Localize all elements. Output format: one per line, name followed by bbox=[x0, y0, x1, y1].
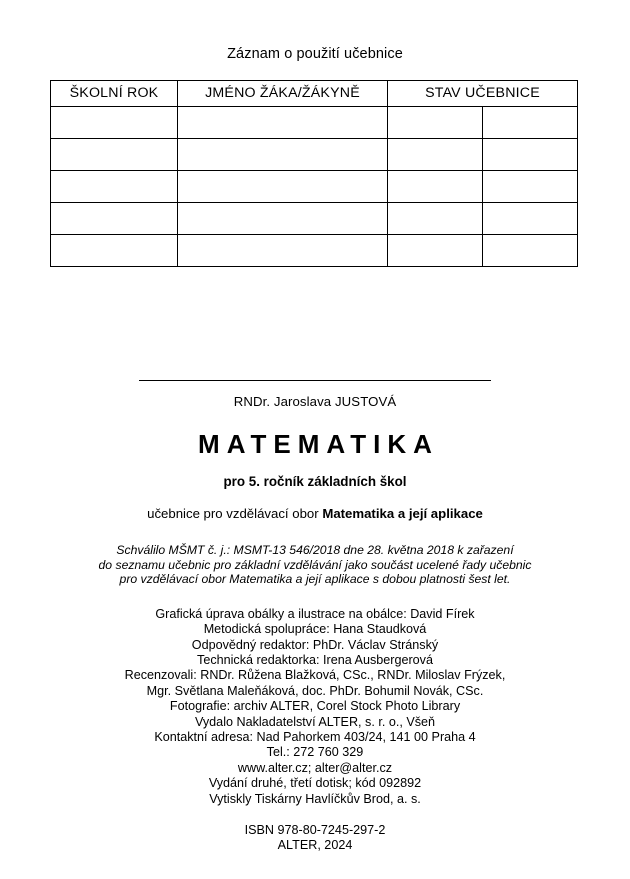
cell-school-year[interactable] bbox=[51, 138, 178, 170]
usage-record-table-body bbox=[51, 106, 578, 266]
usage-record-title: Záznam o použití učebnice bbox=[227, 46, 403, 62]
subject-line-emphasis: Matematika a její aplikace bbox=[322, 506, 483, 521]
grade-subtitle: pro 5. ročník základních škol bbox=[223, 474, 407, 489]
column-header-school-year: ŠKOLNÍ ROK bbox=[51, 80, 178, 106]
cell-book-state-end[interactable] bbox=[483, 106, 578, 138]
cell-school-year[interactable] bbox=[51, 234, 178, 266]
publisher-year: ALTER, 2024 bbox=[277, 838, 353, 853]
cell-book-state-start[interactable] bbox=[388, 202, 483, 234]
cell-pupil-name[interactable] bbox=[178, 170, 388, 202]
isbn-number: ISBN 978-80-7245-297-2 bbox=[244, 823, 386, 838]
credit-address: Kontaktní adresa: Nad Pahorkem 403/24, 141 00 Praha 4 bbox=[154, 730, 476, 745]
cell-pupil-name[interactable] bbox=[178, 138, 388, 170]
credit-reviewers-line-2: Mgr. Světlana Maleňáková, doc. PhDr. Bohumil Novák, CSc. bbox=[146, 683, 484, 698]
credits-block bbox=[0, 607, 630, 807]
subject-line bbox=[0, 506, 630, 521]
cell-school-year[interactable] bbox=[51, 170, 178, 202]
column-header-book-state: STAV UČEBNICE bbox=[388, 80, 578, 106]
imprint-section bbox=[0, 380, 630, 854]
table-row bbox=[51, 170, 578, 202]
cell-school-year[interactable] bbox=[51, 106, 178, 138]
horizontal-rule bbox=[139, 380, 491, 381]
credit-publisher: Vydalo Nakladatelství ALTER, s. r. o., Všeň bbox=[194, 714, 436, 729]
cell-book-state-end[interactable] bbox=[483, 138, 578, 170]
isbn-block bbox=[0, 823, 630, 854]
credit-methodical: Metodická spolupráce: Hana Staudková bbox=[203, 622, 427, 637]
approval-line-2: do seznamu učebnic pro základní vzdělávání jako součást ucelené řady učebnic bbox=[98, 557, 532, 572]
table-row bbox=[51, 106, 578, 138]
cell-book-state-start[interactable] bbox=[388, 106, 483, 138]
cell-pupil-name[interactable] bbox=[178, 106, 388, 138]
subject-line-prefix: učebnice pro vzdělávací obor bbox=[147, 506, 323, 521]
credit-technical-editor: Technická redaktorka: Irena Ausbergerová bbox=[197, 653, 433, 667]
usage-record-table-head bbox=[51, 80, 578, 106]
cell-book-state-end[interactable] bbox=[483, 170, 578, 202]
cell-book-state-end[interactable] bbox=[483, 202, 578, 234]
cell-book-state-start[interactable] bbox=[388, 170, 483, 202]
cell-school-year[interactable] bbox=[51, 202, 178, 234]
column-header-pupil-name: JMÉNO ŽÁKA/ŽÁKYNĚ bbox=[178, 80, 388, 106]
table-row bbox=[51, 138, 578, 170]
cell-pupil-name[interactable] bbox=[178, 234, 388, 266]
book-title: MATEMATIKA bbox=[198, 429, 439, 459]
cell-book-state-start[interactable] bbox=[388, 234, 483, 266]
approval-line-1: Schválilo MŠMT č. j.: MSMT-13 546/2018 dne 28. května 2018 k zařazení bbox=[116, 543, 514, 557]
approval-line-3: pro vzdělávací obor Matematika a její aplikace s dobou platnosti šest let. bbox=[119, 572, 511, 587]
cell-book-state-start[interactable] bbox=[388, 138, 483, 170]
author-name: RNDr. Jaroslava JUSTOVÁ bbox=[233, 394, 397, 409]
cell-pupil-name[interactable] bbox=[178, 202, 388, 234]
credit-editor: Odpovědný redaktor: PhDr. Václav Stránský bbox=[191, 637, 439, 652]
credit-photography: Fotografie: archiv ALTER, Corel Stock Photo Library bbox=[169, 699, 461, 714]
approval-paragraph bbox=[0, 543, 630, 587]
credit-edition: Vydání druhé, třetí dotisk; kód 092892 bbox=[208, 776, 422, 791]
credit-reviewers-line-1: Recenzovali: RNDr. Růžena Blažková, CSc., RNDr. Miloslav Frýzek, bbox=[124, 668, 506, 683]
usage-record-section bbox=[0, 0, 630, 267]
cell-book-state-end[interactable] bbox=[483, 234, 578, 266]
table-row bbox=[51, 202, 578, 234]
table-row bbox=[51, 234, 578, 266]
credit-printer: Vytiskly Tiskárny Havlíčkův Brod, a. s. bbox=[209, 791, 421, 806]
table-header-row bbox=[51, 80, 578, 106]
credit-cover-design: Grafická úprava obálky a ilustrace na obálce: David Fírek bbox=[155, 606, 475, 621]
usage-record-table bbox=[50, 80, 578, 267]
credit-phone: Tel.: 272 760 329 bbox=[266, 745, 364, 760]
credit-web-email[interactable]: www.alter.cz; alter@alter.cz bbox=[237, 760, 393, 775]
